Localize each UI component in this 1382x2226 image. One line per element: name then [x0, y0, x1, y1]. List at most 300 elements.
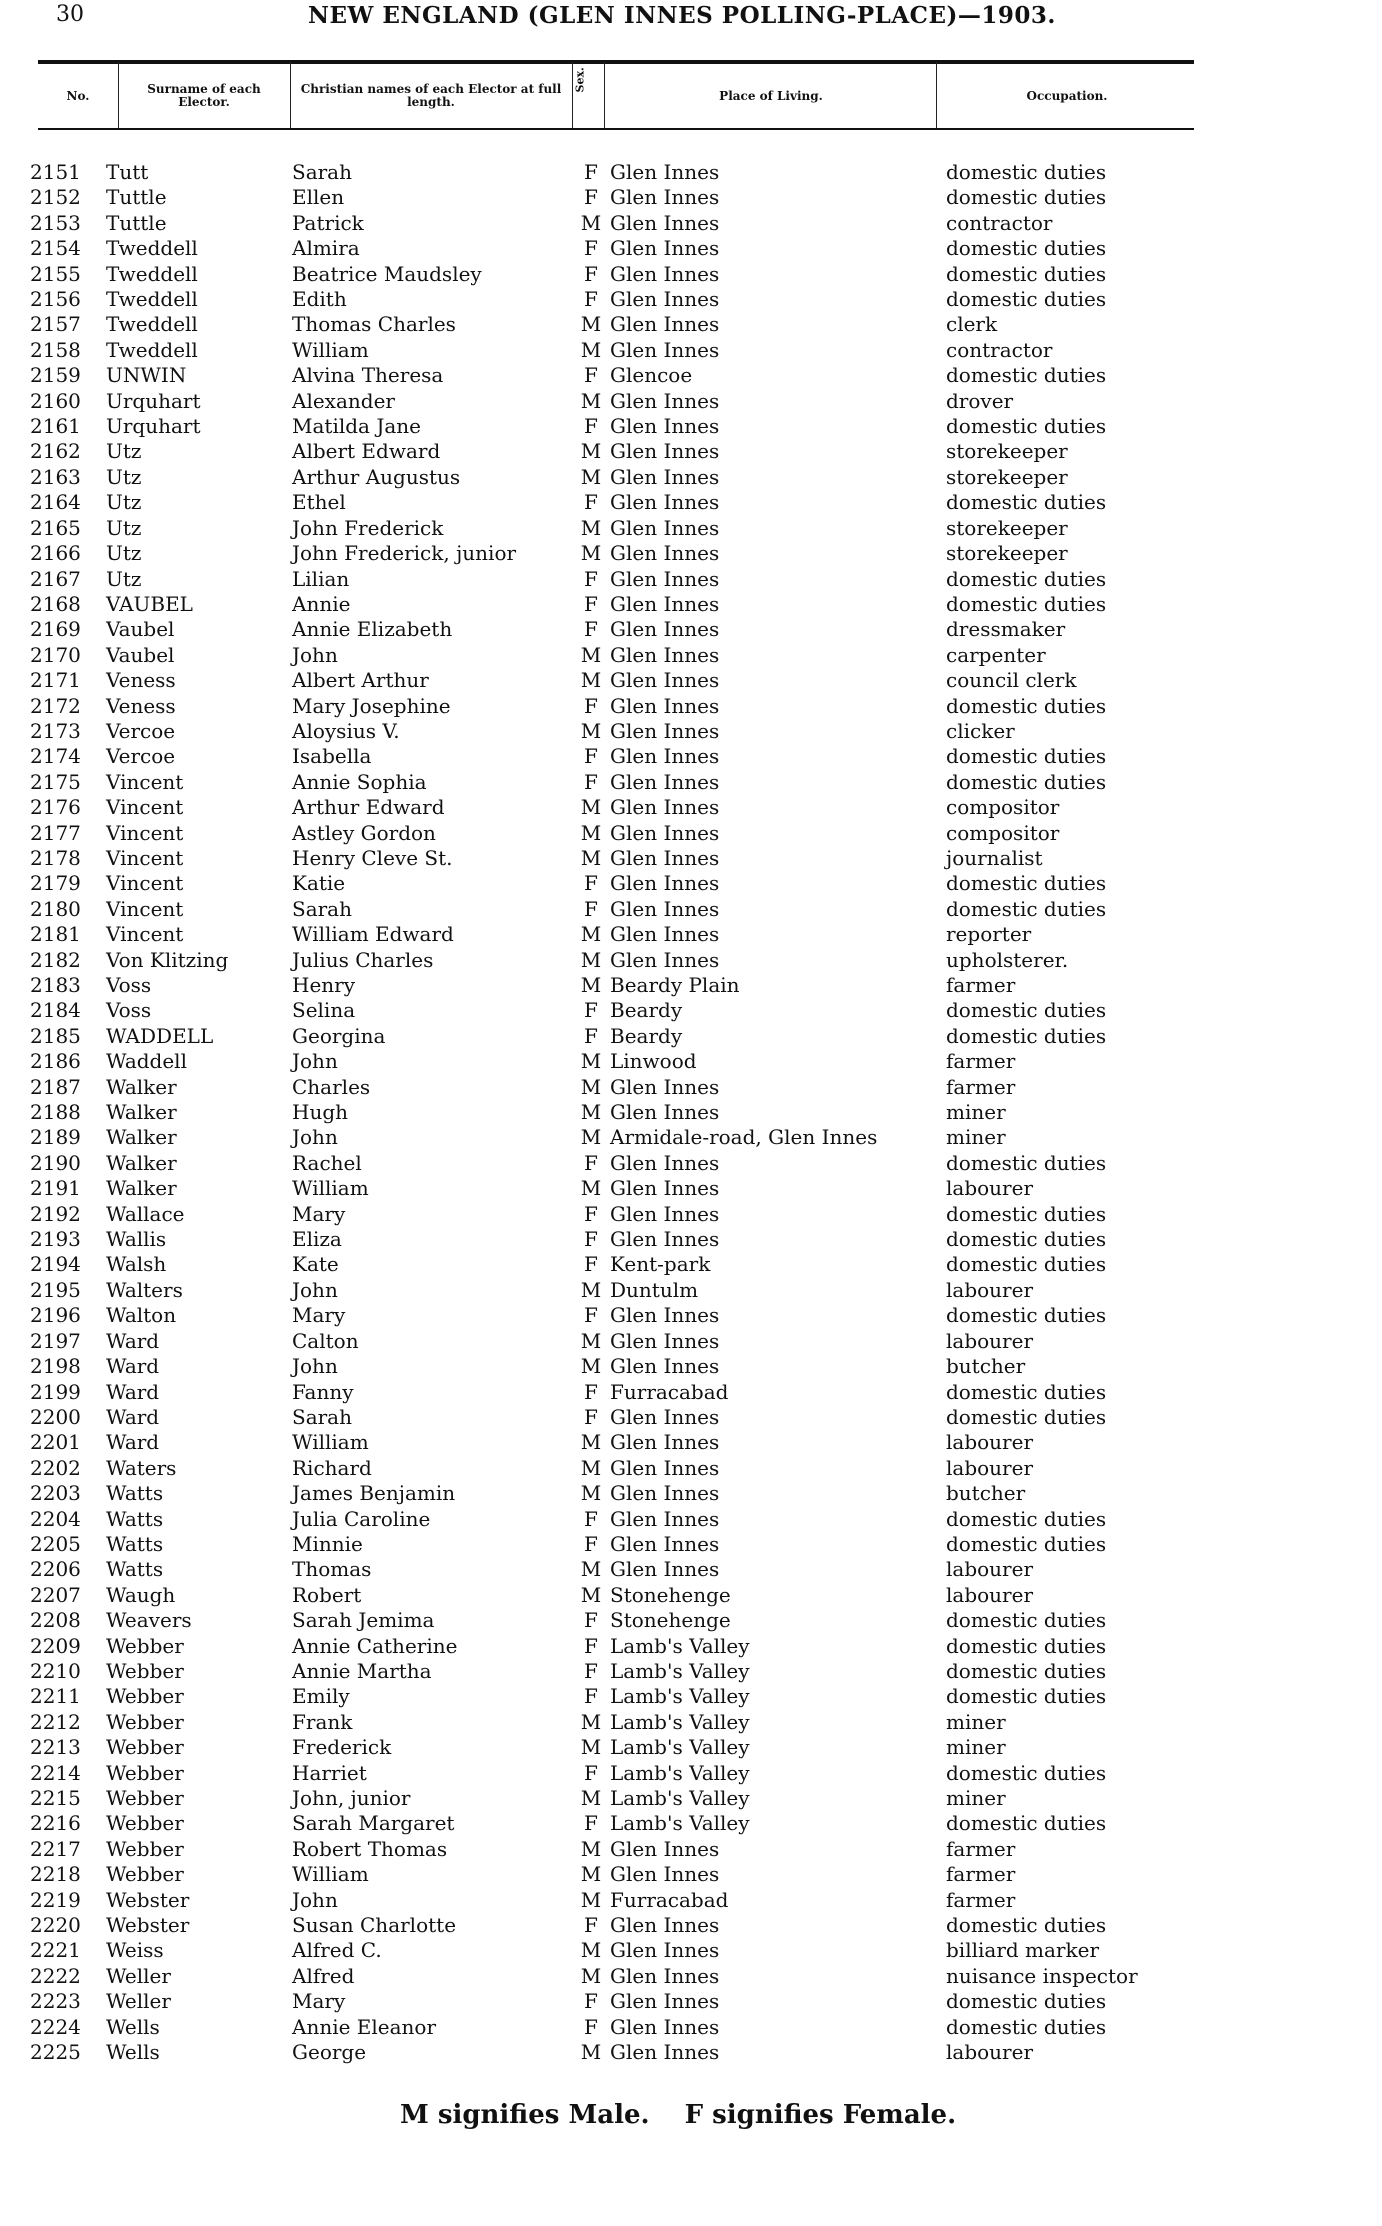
elector-place: Glen Innes	[610, 1100, 720, 1125]
elector-occupation: labourer	[946, 1582, 1034, 1607]
elector-surname: Tuttle	[106, 185, 167, 210]
elector-christian-names: Patrick	[292, 210, 364, 235]
elector-number: 2204	[30, 1506, 81, 1531]
elector-christian-names: William Edward	[292, 922, 454, 947]
elector-christian-names: Alvina Theresa	[292, 363, 444, 388]
elector-place: Glen Innes	[610, 1303, 720, 1328]
elector-number: 2194	[30, 1252, 81, 1277]
elector-number: 2157	[30, 312, 81, 337]
table-row	[0, 490, 1382, 515]
elector-number: 2159	[30, 363, 81, 388]
elector-place: Glen Innes	[610, 337, 720, 362]
elector-sex: M	[580, 1887, 602, 1912]
elector-surname: Vaubel	[106, 617, 175, 642]
table-row	[0, 1888, 1382, 1913]
table-row	[0, 2040, 1382, 2065]
elector-place: Lamb's Valley	[610, 1760, 750, 1785]
elector-place: Glen Innes	[610, 1354, 720, 1379]
elector-number: 2184	[30, 998, 81, 1023]
table-row	[0, 1634, 1382, 1659]
elector-sex: M	[580, 312, 602, 337]
elector-number: 2216	[30, 1811, 81, 1836]
elector-surname: Wells	[106, 2014, 160, 2039]
elector-christian-names: Mary	[292, 1989, 346, 2014]
elector-occupation: carpenter	[946, 642, 1046, 667]
elector-place: Glen Innes	[610, 439, 720, 464]
elector-place: Glen Innes	[610, 2014, 720, 2039]
elector-place: Glen Innes	[610, 1989, 720, 2014]
elector-number: 2207	[30, 1582, 81, 1607]
elector-number: 2153	[30, 210, 81, 235]
elector-sex: F	[584, 566, 598, 591]
elector-occupation: labourer	[946, 1557, 1034, 1582]
elector-place: Stonehenge	[610, 1608, 731, 1633]
elector-sex: F	[584, 1506, 598, 1531]
elector-sex: M	[580, 973, 602, 997]
elector-place: Lamb's Valley	[610, 1709, 750, 1734]
elector-occupation: clerk	[946, 312, 998, 337]
elector-surname: Webber	[106, 1836, 184, 1861]
elector-number: 2151	[30, 160, 81, 184]
elector-occupation: journalist	[946, 845, 1043, 870]
elector-sex: M	[580, 1557, 602, 1582]
table-row	[0, 643, 1382, 668]
elector-christian-names: Julia Caroline	[292, 1506, 431, 1531]
elector-occupation: domestic duties	[946, 1684, 1107, 1709]
elector-christian-names: Kate	[292, 1252, 339, 1277]
elector-surname: Tutt	[106, 160, 149, 184]
table-row	[0, 795, 1382, 820]
elector-sex: M	[580, 1963, 602, 1988]
table-row	[0, 1811, 1382, 1836]
elector-christian-names: Almira	[292, 236, 360, 261]
elector-sex: M	[580, 1709, 602, 1734]
elector-sex: F	[584, 160, 598, 184]
elector-number: 2155	[30, 261, 81, 286]
elector-place: Glen Innes	[610, 617, 720, 642]
elector-sex: M	[580, 1455, 602, 1480]
elector-christian-names: Matilda Jane	[292, 414, 421, 439]
elector-sex: M	[580, 718, 602, 743]
elector-christian-names: Katie	[292, 871, 346, 896]
elector-number: 2213	[30, 1735, 81, 1760]
elector-number: 2219	[30, 1887, 81, 1912]
elector-number: 2175	[30, 769, 81, 794]
elector-number: 2154	[30, 236, 81, 261]
elector-christian-names: Henry	[292, 973, 356, 997]
elector-christian-names: John	[292, 1354, 338, 1379]
elector-number: 2210	[30, 1658, 81, 1683]
elector-surname: Ward	[106, 1379, 160, 1404]
elector-occupation: domestic duties	[946, 896, 1107, 921]
elector-sex: M	[580, 1277, 602, 1302]
elector-occupation: council clerk	[946, 668, 1077, 693]
elector-surname: Walker	[106, 1074, 177, 1099]
elector-number: 2168	[30, 591, 81, 616]
elector-place: Glen Innes	[610, 591, 720, 616]
column-header-occupation: Occupation.	[1026, 88, 1108, 103]
elector-christian-names: John	[292, 1125, 338, 1150]
elector-occupation: domestic duties	[946, 1303, 1107, 1328]
table-row	[0, 439, 1382, 464]
table-row	[0, 1964, 1382, 1989]
elector-occupation: domestic duties	[946, 744, 1107, 769]
elector-place: Glen Innes	[610, 2040, 720, 2065]
elector-number: 2218	[30, 1862, 81, 1887]
elector-sex: M	[580, 1481, 602, 1506]
elector-surname: Walton	[106, 1303, 177, 1328]
elector-number: 2188	[30, 1100, 81, 1125]
elector-place: Glen Innes	[610, 490, 720, 515]
elector-sex: F	[584, 1023, 598, 1048]
table-row	[0, 897, 1382, 922]
elector-christian-names: Rachel	[292, 1150, 362, 1175]
elector-surname: Wallace	[106, 1201, 185, 1226]
elector-surname: Weller	[106, 1989, 171, 2014]
elector-number: 2171	[30, 668, 81, 693]
female-legend: F signifies Female.	[684, 2100, 957, 2130]
table-row	[0, 1989, 1382, 2014]
elector-number: 2156	[30, 287, 81, 312]
elector-sex: F	[584, 896, 598, 921]
table-row	[0, 948, 1382, 973]
elector-christian-names: Robert	[292, 1582, 362, 1607]
elector-occupation: domestic duties	[946, 1201, 1107, 1226]
elector-place: Glen Innes	[610, 1531, 720, 1556]
table-row	[0, 1913, 1382, 1938]
elector-place: Lamb's Valley	[610, 1811, 750, 1836]
elector-sex: F	[584, 1531, 598, 1556]
elector-surname: Webber	[106, 1760, 184, 1785]
elector-occupation: domestic duties	[946, 1913, 1107, 1938]
elector-christian-names: Robert Thomas	[292, 1836, 448, 1861]
elector-occupation: butcher	[946, 1354, 1026, 1379]
elector-sex: F	[584, 871, 598, 896]
elector-christian-names: John	[292, 642, 338, 667]
elector-surname: Webber	[106, 1684, 184, 1709]
elector-christian-names: Charles	[292, 1074, 371, 1099]
elector-surname: Voss	[106, 998, 152, 1023]
table-row	[0, 1202, 1382, 1227]
elector-number: 2208	[30, 1608, 81, 1633]
elector-christian-names: Frank	[292, 1709, 353, 1734]
elector-place: Glen Innes	[610, 769, 720, 794]
elector-number: 2187	[30, 1074, 81, 1099]
elector-christian-names: Beatrice Maudsley	[292, 261, 482, 286]
elector-sex: F	[584, 1658, 598, 1683]
elector-sex: M	[580, 541, 602, 566]
column-divider	[936, 62, 937, 128]
elector-number: 2160	[30, 388, 81, 413]
elector-sex: M	[580, 1938, 602, 1963]
elector-sex: F	[584, 1227, 598, 1252]
table-row	[0, 694, 1382, 719]
table-row	[0, 821, 1382, 846]
elector-occupation: labourer	[946, 2040, 1034, 2065]
elector-place: Glen Innes	[610, 1836, 720, 1861]
elector-number: 2222	[30, 1963, 81, 1988]
table-row	[0, 1100, 1382, 1125]
elector-sex: M	[580, 1049, 602, 1074]
elector-number: 2180	[30, 896, 81, 921]
elector-christian-names: Thomas	[292, 1557, 372, 1582]
elector-number: 2203	[30, 1481, 81, 1506]
elector-number: 2170	[30, 642, 81, 667]
elector-number: 2158	[30, 337, 81, 362]
elector-place: Glen Innes	[610, 693, 720, 718]
elector-occupation: miner	[946, 1125, 1006, 1150]
table-row	[0, 1608, 1382, 1633]
elector-place: Glen Innes	[610, 1150, 720, 1175]
electors-table	[0, 160, 1382, 2065]
elector-occupation: miner	[946, 1786, 1006, 1810]
elector-surname: Webber	[106, 1786, 184, 1810]
elector-surname: Utz	[106, 566, 142, 591]
elector-place: Glen Innes	[610, 1455, 720, 1480]
elector-christian-names: Henry Cleve St.	[292, 845, 453, 870]
elector-occupation: domestic duties	[946, 998, 1107, 1023]
column-header-surname: Surname of each Elector.	[147, 82, 261, 109]
elector-number: 2166	[30, 541, 81, 566]
elector-surname: Walker	[106, 1125, 177, 1150]
elector-place: Glen Innes	[610, 160, 720, 184]
column-header-no: No.	[66, 88, 90, 103]
elector-christian-names: William	[292, 337, 369, 362]
elector-occupation: nuisance inspector	[946, 1963, 1138, 1988]
elector-occupation: labourer	[946, 1328, 1034, 1353]
elector-number: 2181	[30, 922, 81, 947]
elector-christian-names: Alexander	[292, 388, 395, 413]
elector-occupation: reporter	[946, 922, 1032, 947]
elector-surname: Ward	[106, 1328, 160, 1353]
elector-surname: Tweddell	[106, 312, 198, 337]
elector-place: Glencoe	[610, 363, 693, 388]
elector-christian-names: James Benjamin	[292, 1481, 456, 1506]
elector-sex: M	[580, 922, 602, 947]
elector-christian-names: Georgina	[292, 1023, 386, 1048]
elector-christian-names: Thomas Charles	[292, 312, 456, 337]
elector-place: Glen Innes	[610, 922, 720, 947]
elector-occupation: compositor	[946, 820, 1060, 845]
elector-surname: Wells	[106, 2040, 160, 2065]
elector-number: 2215	[30, 1786, 81, 1810]
elector-place: Linwood	[610, 1049, 697, 1074]
elector-christian-names: Albert Edward	[292, 439, 441, 464]
elector-christian-names: John Frederick	[292, 515, 444, 540]
elector-occupation: domestic duties	[946, 1811, 1107, 1836]
column-header-sex: Sex.	[573, 67, 587, 93]
elector-surname: Walters	[106, 1277, 183, 1302]
elector-occupation: clicker	[946, 718, 1015, 743]
elector-sex: F	[584, 414, 598, 439]
elector-surname: Webber	[106, 1811, 184, 1836]
elector-surname: Urquhart	[106, 414, 201, 439]
column-header-christian-names: Christian names of each Elector at full length.	[300, 82, 562, 109]
elector-occupation: domestic duties	[946, 1531, 1107, 1556]
elector-sex: F	[584, 236, 598, 261]
elector-place: Kent-park	[610, 1252, 711, 1277]
elector-number: 2152	[30, 185, 81, 210]
table-row	[0, 414, 1382, 439]
elector-place: Glen Innes	[610, 642, 720, 667]
elector-christian-names: William	[292, 1862, 369, 1887]
elector-christian-names: Eliza	[292, 1227, 342, 1252]
elector-surname: Waters	[106, 1455, 177, 1480]
elector-number: 2172	[30, 693, 81, 718]
elector-place: Furracabad	[610, 1379, 729, 1404]
elector-surname: Vincent	[106, 795, 184, 820]
elector-sex: M	[580, 515, 602, 540]
elector-sex: F	[584, 363, 598, 388]
elector-christian-names: Alfred C.	[292, 1938, 382, 1963]
table-row	[0, 1557, 1382, 1582]
elector-surname: VAUBEL	[106, 591, 193, 616]
elector-number: 2196	[30, 1303, 81, 1328]
elector-surname: Vincent	[106, 871, 184, 896]
elector-place: Beardy Plain	[610, 973, 740, 997]
elector-sex: F	[584, 261, 598, 286]
elector-occupation: storekeeper	[946, 541, 1068, 566]
column-divider	[290, 62, 291, 128]
elector-occupation: domestic duties	[946, 566, 1107, 591]
elector-place: Glen Innes	[610, 210, 720, 235]
elector-occupation: labourer	[946, 1430, 1034, 1455]
elector-christian-names: John	[292, 1277, 338, 1302]
elector-place: Beardy	[610, 1023, 683, 1048]
elector-sex: M	[580, 388, 602, 413]
table-row	[0, 922, 1382, 947]
elector-sex: M	[580, 1354, 602, 1379]
table-row	[0, 592, 1382, 617]
elector-christian-names: Sarah Margaret	[292, 1811, 455, 1836]
elector-occupation: domestic duties	[946, 1760, 1107, 1785]
elector-occupation: labourer	[946, 1176, 1034, 1201]
table-row	[0, 1405, 1382, 1430]
elector-number: 2199	[30, 1379, 81, 1404]
elector-christian-names: Richard	[292, 1455, 372, 1480]
table-row	[0, 1125, 1382, 1150]
elector-surname: Webber	[106, 1862, 184, 1887]
elector-number: 2183	[30, 973, 81, 997]
elector-surname: Webster	[106, 1913, 190, 1938]
elector-occupation: miner	[946, 1735, 1006, 1760]
elector-christian-names: John, junior	[292, 1786, 411, 1810]
elector-number: 2202	[30, 1455, 81, 1480]
elector-sex: F	[584, 1404, 598, 1429]
table-row	[0, 1329, 1382, 1354]
elector-sex: F	[584, 287, 598, 312]
elector-number: 2206	[30, 1557, 81, 1582]
elector-sex: M	[580, 1328, 602, 1353]
elector-place: Duntulm	[610, 1277, 699, 1302]
elector-occupation: domestic duties	[946, 490, 1107, 515]
elector-surname: Vercoe	[106, 744, 176, 769]
elector-place: Glen Innes	[610, 668, 720, 693]
elector-number: 2225	[30, 2040, 81, 2065]
elector-christian-names: George	[292, 2040, 367, 2065]
elector-sex: F	[584, 998, 598, 1023]
elector-place: Glen Innes	[610, 515, 720, 540]
table-row	[0, 1735, 1382, 1760]
elector-number: 2173	[30, 718, 81, 743]
elector-sex: M	[580, 1582, 602, 1607]
elector-place: Glen Innes	[610, 541, 720, 566]
elector-surname: UNWIN	[106, 363, 187, 388]
elector-occupation: storekeeper	[946, 515, 1068, 540]
elector-place: Glen Innes	[610, 871, 720, 896]
elector-surname: Voss	[106, 973, 152, 997]
table-row	[0, 1049, 1382, 1074]
table-row	[0, 465, 1382, 490]
elector-surname: Ward	[106, 1430, 160, 1455]
table-row	[0, 1278, 1382, 1303]
elector-place: Furracabad	[610, 1887, 729, 1912]
elector-occupation: domestic duties	[946, 414, 1107, 439]
elector-christian-names: Arthur Edward	[292, 795, 445, 820]
elector-place: Glen Innes	[610, 1227, 720, 1252]
table-row	[0, 389, 1382, 414]
elector-christian-names: Sarah	[292, 896, 352, 921]
elector-number: 2169	[30, 617, 81, 642]
column-header-place: Place of Living.	[719, 88, 823, 103]
table-row	[0, 516, 1382, 541]
elector-surname: Utz	[106, 490, 142, 515]
elector-sex: M	[580, 820, 602, 845]
elector-occupation: billiard marker	[946, 1938, 1099, 1963]
elector-christian-names: Astley Gordon	[292, 820, 436, 845]
table-row	[0, 1456, 1382, 1481]
elector-christian-names: Annie Elizabeth	[292, 617, 453, 642]
elector-christian-names: Sarah Jemima	[292, 1608, 435, 1633]
elector-surname: Walker	[106, 1150, 177, 1175]
elector-sex: F	[584, 1633, 598, 1658]
table-row	[0, 1227, 1382, 1252]
elector-occupation: miner	[946, 1709, 1006, 1734]
elector-sex: F	[584, 1608, 598, 1633]
column-divider	[118, 62, 119, 128]
elector-place: Glen Innes	[610, 414, 720, 439]
table-row	[0, 262, 1382, 287]
elector-surname: Utz	[106, 439, 142, 464]
elector-occupation: domestic duties	[946, 1252, 1107, 1277]
elector-occupation: domestic duties	[946, 185, 1107, 210]
elector-christian-names: Selina	[292, 998, 356, 1023]
elector-sex: F	[584, 769, 598, 794]
elector-surname: Webber	[106, 1633, 184, 1658]
elector-surname: Watts	[106, 1506, 164, 1531]
elector-occupation: farmer	[946, 1074, 1016, 1099]
table-row	[0, 1786, 1382, 1811]
elector-number: 2190	[30, 1150, 81, 1175]
table-row	[0, 1862, 1382, 1887]
table-row	[0, 1303, 1382, 1328]
elector-sex: F	[584, 1252, 598, 1277]
elector-surname: Walker	[106, 1176, 177, 1201]
elector-place: Glen Innes	[610, 795, 720, 820]
elector-number: 2182	[30, 947, 81, 972]
elector-christian-names: William	[292, 1430, 369, 1455]
elector-number: 2174	[30, 744, 81, 769]
elector-sex: M	[580, 947, 602, 972]
elector-surname: Veness	[106, 668, 176, 693]
elector-occupation: domestic duties	[946, 693, 1107, 718]
table-row	[0, 567, 1382, 592]
elector-surname: Urquhart	[106, 388, 201, 413]
elector-place: Lamb's Valley	[610, 1658, 750, 1683]
elector-number: 2165	[30, 515, 81, 540]
elector-christian-names: Emily	[292, 1684, 350, 1709]
elector-occupation: dressmaker	[946, 617, 1066, 642]
